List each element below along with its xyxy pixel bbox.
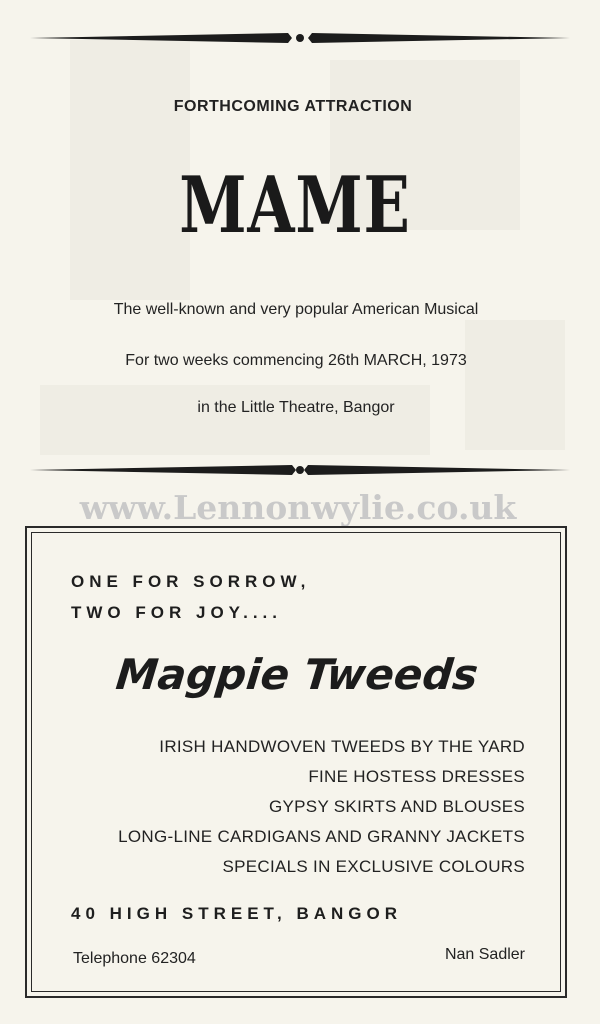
slogan-line-2: TWO FOR JOY.... xyxy=(71,603,283,622)
attraction-heading: FORTHCOMING ATTRACTION xyxy=(173,98,413,115)
show-dates: For two weeks commencing 26th MARCH, 1973 xyxy=(125,352,467,369)
forthcoming-attraction-section xyxy=(0,0,600,480)
magpie-tweeds-advert xyxy=(25,526,567,998)
show-description: The well-known and very popular American Musical xyxy=(113,301,479,318)
shop-address: 40 HIGH STREET, BANGOR xyxy=(71,904,403,923)
product-item: LONG-LINE CARDIGANS AND GRANNY JACKETS xyxy=(118,827,525,846)
product-list xyxy=(118,732,525,882)
website-watermark: www.Lennonwylie.co.uk xyxy=(79,488,517,527)
show-venue: in the Little Theatre, Bangor xyxy=(197,399,395,416)
product-item: SPECIALS IN EXCLUSIVE COLOURS xyxy=(222,857,525,876)
top-ornamental-rule xyxy=(30,31,570,45)
product-item: GYPSY SKIRTS AND BLOUSES xyxy=(269,797,525,816)
brand-name: Magpie Tweeds xyxy=(113,650,481,699)
bottom-ornamental-rule xyxy=(30,463,570,477)
product-item: IRISH HANDWOVEN TWEEDS BY THE YARD xyxy=(159,737,525,756)
slogan-line-1: ONE FOR SORROW, xyxy=(71,572,311,591)
telephone-number: Telephone 62304 xyxy=(73,950,196,967)
product-item: FINE HOSTESS DRESSES xyxy=(308,767,525,786)
proprietor-name: Nan Sadler xyxy=(444,946,525,963)
show-title: MAME xyxy=(179,160,411,251)
